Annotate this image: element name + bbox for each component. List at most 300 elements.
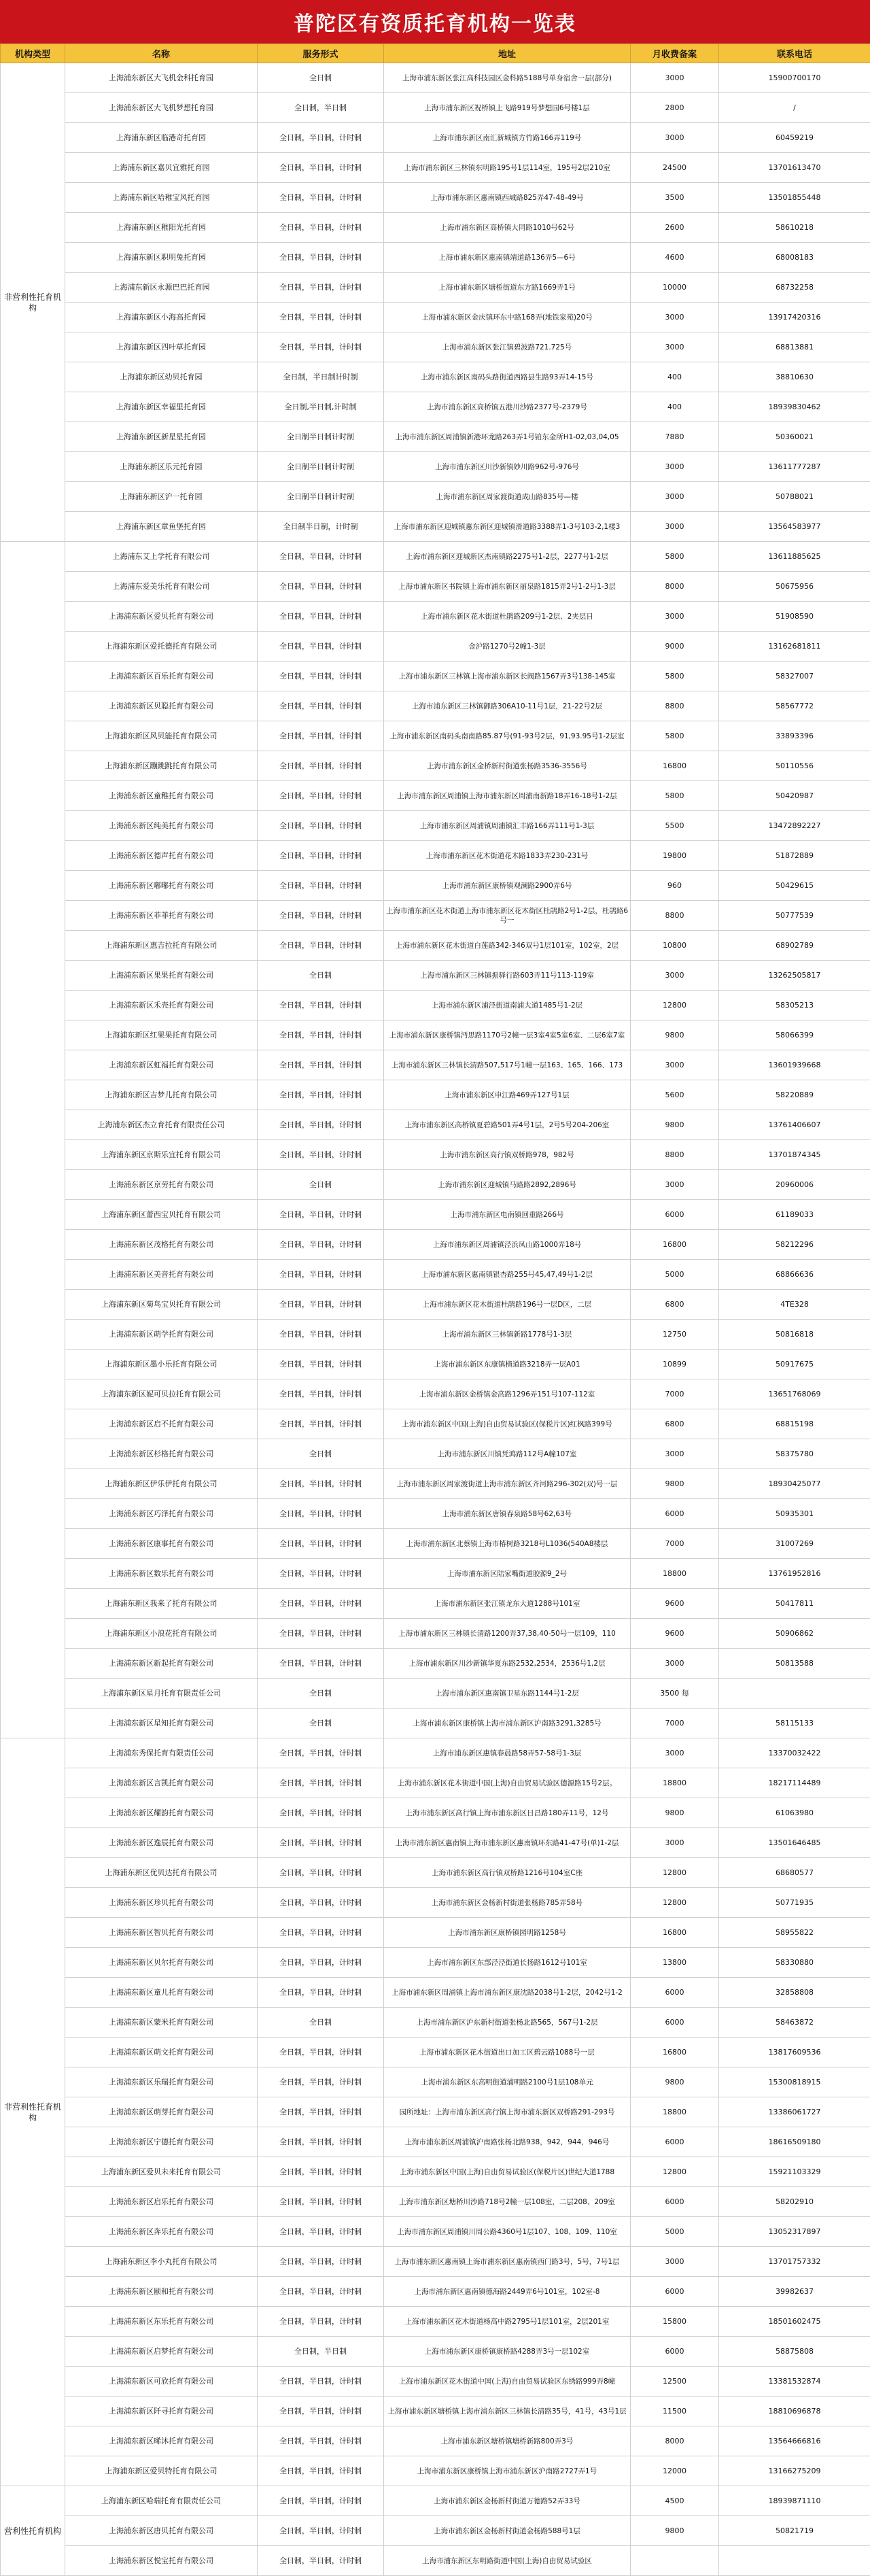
fee-cell: 3000 (631, 1738, 719, 1768)
phone-cell: 50821719 (719, 2516, 870, 2546)
phone-cell: 50675956 (719, 572, 870, 602)
address-cell: 上海市浦东新区川沙新镇华夏东路2532,2534，2536号1,2层 (384, 1649, 631, 1679)
table-row (1, 2038, 870, 2067)
fee-cell: 9800 (631, 1469, 719, 1499)
service-cell: 全日制，半日制，计时制 (258, 1469, 384, 1499)
phone-cell: 50429615 (719, 871, 870, 901)
name-cell: 上海浦东新区颐和托育有限公司 (65, 2277, 258, 2307)
address-cell: 上海市浦东新区康桥镇上海市浦东新区沪南路2727弄1号 (384, 2456, 631, 2486)
phone-cell: 50788021 (719, 482, 870, 512)
name-cell: 上海浦东新区京斯乐宜托育有限公司 (65, 1140, 258, 1170)
name-cell: 上海浦东新区童儿托育有限公司 (65, 1978, 258, 2008)
phone-cell: 68902789 (719, 931, 870, 961)
service-cell: 全日制，半日制，计时制 (258, 691, 384, 721)
address-cell: 上海市浦东新区惠南镇卫星东路1144号1-2层 (384, 1679, 631, 1708)
address-cell: 上海市浦东新区周浦镇新港环龙路263弄1号铂东金所H1-02,03,04,05 (384, 422, 631, 452)
fee-cell: 9800 (631, 2516, 719, 2546)
table-row (1, 1679, 870, 1708)
phone-cell: 13651768069 (719, 1379, 870, 1409)
name-cell: 上海浦东新区可欣托育有限公司 (65, 2367, 258, 2397)
fee-cell: 3000 (631, 1649, 719, 1679)
phone-cell: 13381532874 (719, 2367, 870, 2397)
table-row (1, 662, 870, 691)
address-cell: 上海市浦东新区周家渡街道成山路835号—楼 (384, 482, 631, 512)
name-cell: 上海浦东新区京劳托育有限公司 (65, 1170, 258, 1200)
table-row (1, 183, 870, 213)
name-cell: 上海浦东新区启梦托育有限公司 (65, 2337, 258, 2367)
table-row (1, 1499, 870, 1529)
name-cell: 上海浦东新区东乐托育有限公司 (65, 2307, 258, 2337)
phone-cell: 13701613470 (719, 153, 870, 183)
fee-cell: 6800 (631, 1409, 719, 1439)
table-row (1, 1619, 870, 1649)
address-cell: 上海市浦东新区陆家嘴街道胶源9_2号 (384, 1559, 631, 1589)
address-cell: 上海市浦东新区迎城新区杰南镇路2275号1-2层，2277号1-2层 (384, 542, 631, 572)
service-cell: 全日制，半日制，计时制 (258, 1858, 384, 1888)
name-cell: 上海浦东新区贝聪托育有限公司 (65, 691, 258, 721)
table-row (1, 1140, 870, 1170)
phone-cell: 50417811 (719, 1589, 870, 1619)
phone-cell: 51908590 (719, 602, 870, 632)
table-row (1, 63, 870, 93)
address-cell: 上海市浦东新区惠南镇德海路2449弄6号101室，102室-8 (384, 2277, 631, 2307)
table-row (1, 2426, 870, 2456)
service-cell: 全日制，半日制，计时制 (258, 213, 384, 243)
table-row (1, 1379, 870, 1409)
service-cell: 全日制，半日制，计时制 (258, 1020, 384, 1050)
service-cell: 全日制，半日制，计时制 (258, 2367, 384, 2397)
name-cell: 上海浦东新区蕾西宝贝托育有限公司 (65, 1200, 258, 1230)
group-type-cell (1, 542, 65, 1738)
service-cell: 全日制，半日制，计时制 (258, 2426, 384, 2456)
table-row (1, 1978, 870, 2008)
address-cell: 上海市浦东新区金桥新村街道张杨路3536-3556号 (384, 751, 631, 781)
table-body (1, 63, 870, 2576)
fee-cell: 3000 (631, 512, 719, 542)
fee-cell: 6000 (631, 1200, 719, 1230)
service-cell: 全日制，半日制，计时制 (258, 303, 384, 332)
name-cell: 上海浦东新区新起托育有限公司 (65, 1649, 258, 1679)
phone-cell: 61063980 (719, 1798, 870, 1828)
service-cell: 全日制，半日制，计时制 (258, 2067, 384, 2097)
fee-cell: 16800 (631, 1918, 719, 1948)
table-row (1, 2067, 870, 2097)
table-row (1, 871, 870, 901)
address-cell: 上海市浦东新区金杨新村街道万德路52弄33号 (384, 2486, 631, 2516)
service-cell: 全日制，半日制，计时制 (258, 1230, 384, 1260)
service-cell: 全日制，半日制，计时制 (258, 2516, 384, 2546)
table-row (1, 1469, 870, 1499)
fee-cell: 3000 (631, 63, 719, 93)
fee-cell: 9600 (631, 1589, 719, 1619)
service-cell: 全日制 (258, 1708, 384, 1738)
phone-cell: 13817609536 (719, 2038, 870, 2067)
title-bar (0, 0, 870, 44)
service-cell: 全日制，半日制，计时制 (258, 931, 384, 961)
name-cell: 上海浦东爱美乐托育有限公司 (65, 572, 258, 602)
name-cell: 上海浦东新区嘉贝宜雅托育园 (65, 153, 258, 183)
table-row (1, 332, 870, 362)
fee-cell: 12800 (631, 2157, 719, 2187)
fee-cell: 12800 (631, 1888, 719, 1918)
name-cell: 上海浦东新区德声托育有限公司 (65, 841, 258, 871)
fee-cell: 24500 (631, 153, 719, 183)
phone-cell: 50360021 (719, 422, 870, 452)
address-cell: 上海市浦东新区三林镇长清路507,517号1幢一层163、165、166、173 (384, 1050, 631, 1080)
fee-cell: 3500 每 (631, 1679, 719, 1708)
fee-cell: 8800 (631, 691, 719, 721)
phone-cell: 68815198 (719, 1409, 870, 1439)
service-cell: 全日制 (258, 1679, 384, 1708)
address-cell: 上海市浦东新区周家渡街道上海市浦东新区齐河路296-302(双)号一层 (384, 1469, 631, 1499)
address-cell: 上海市浦东新区塘桥川沙路718号2幢一层108室，二层208、209室 (384, 2187, 631, 2217)
phone-cell: 58305213 (719, 991, 870, 1020)
service-cell: 全日制，半日制，计时制 (258, 751, 384, 781)
fee-cell: 6000 (631, 1499, 719, 1529)
fee-cell: 6000 (631, 2008, 719, 2038)
fee-cell: 9800 (631, 1020, 719, 1050)
phone-cell: 18501602475 (719, 2307, 870, 2337)
name-cell: 上海浦东新区禾壳托育有限公司 (65, 991, 258, 1020)
address-cell: 上海市浦东新区塘桥街道东方路1669弄1号 (384, 273, 631, 303)
address-cell: 上海市浦东新区惠南镇靖道路136弄5—6号 (384, 243, 631, 273)
service-cell: 全日制，半日制，计时制 (258, 841, 384, 871)
name-cell: 上海浦东新区哈瑞托育有限责任公司 (65, 2486, 258, 2516)
fee-cell: 7880 (631, 422, 719, 452)
address-cell: 上海市浦东新区花木街道上海市浦东新区花木街区杜鹃路2号1-2层，杜鹃路6号一 (384, 901, 631, 931)
fee-cell: 16800 (631, 1230, 719, 1260)
name-cell: 上海浦东新区晞沐托育有限公司 (65, 2426, 258, 2456)
fee-cell: 7000 (631, 1529, 719, 1559)
phone-cell: 13917420316 (719, 303, 870, 332)
phone-cell: 58875808 (719, 2337, 870, 2367)
service-cell: 全日制，半日制，计时制 (258, 1320, 384, 1350)
table-row (1, 2307, 870, 2337)
name-cell: 上海浦东新区四叶草托育园 (65, 332, 258, 362)
service-cell: 全日制，半日制，计时制 (258, 1559, 384, 1589)
table-row (1, 1948, 870, 1978)
name-cell: 上海浦东新区我来了托育有限公司 (65, 1589, 258, 1619)
fee-cell: 5600 (631, 1080, 719, 1110)
service-cell: 全日制，半日制，计时制 (258, 1409, 384, 1439)
service-cell: 全日制，半日制，计时制 (258, 542, 384, 572)
header-fee: 月收费备案 (631, 44, 719, 63)
header-name: 名称 (65, 44, 258, 63)
name-cell: 上海浦东新区茂格托育有限公司 (65, 1230, 258, 1260)
table-row (1, 1828, 870, 1858)
name-cell: 上海浦东新区蹦跳跳托育有限公司 (65, 751, 258, 781)
fee-cell: 18800 (631, 1559, 719, 1589)
service-cell: 全日制，半日制，计时制 (258, 781, 384, 811)
phone-cell: 18217114489 (719, 1768, 870, 1798)
fee-cell: 5800 (631, 721, 719, 751)
fee-cell: 5800 (631, 781, 719, 811)
name-cell: 上海浦东新区幼贝托育园 (65, 362, 258, 392)
phone-cell: 13166275209 (719, 2456, 870, 2486)
fee-cell: 11500 (631, 2397, 719, 2426)
table-row (1, 2247, 870, 2277)
fee-cell: 3000 (631, 452, 719, 482)
fee-cell: 15800 (631, 2307, 719, 2337)
name-cell: 上海浦东新区稚阳光托育园 (65, 213, 258, 243)
fee-cell: 5800 (631, 662, 719, 691)
name-cell: 上海浦东秀保托育有限责任公司 (65, 1738, 258, 1768)
address-cell: 上海市浦东新区花木街道中国(上海)自由贸易试验区东绣路999弄8幢 (384, 2367, 631, 2397)
service-cell: 全日制，半日制，计时制 (258, 1140, 384, 1170)
service-cell: 全日制，半日制，计时制 (258, 901, 384, 931)
address-cell: 上海市浦东新区康桥镇康桥路4288弄3号一层102室 (384, 2337, 631, 2367)
name-cell: 上海浦东新区小海高托育园 (65, 303, 258, 332)
table-row (1, 303, 870, 332)
service-cell: 全日制，半日制，计时制 (258, 1529, 384, 1559)
name-cell: 上海浦东新区优贝达托育有限公司 (65, 1858, 258, 1888)
address-cell: 上海市浦东新区周浦镇沪南路张杨北路938，942，944，946号 (384, 2127, 631, 2157)
fee-cell: 3500 (631, 183, 719, 213)
service-cell: 全日制，半日制，计时制 (258, 662, 384, 691)
name-cell: 上海浦东新区爱贝未来托育有限公司 (65, 2157, 258, 2187)
address-cell: 上海市浦东新区高桥镇夏碧路501弄4号1层，2号5号204-206室 (384, 1110, 631, 1140)
table-row (1, 1918, 870, 1948)
fee-cell: 16800 (631, 2038, 719, 2067)
service-cell: 全日制，半日制，计时制 (258, 1050, 384, 1080)
name-cell: 上海浦东新区启不托育有限公司 (65, 1409, 258, 1439)
phone-cell: 58463872 (719, 2008, 870, 2038)
fee-cell: 19800 (631, 841, 719, 871)
table-row (1, 2217, 870, 2247)
name-cell: 上海浦东新区乐元托育园 (65, 452, 258, 482)
name-cell: 上海浦东新区数乐托育有限公司 (65, 1559, 258, 1589)
service-cell: 全日制，半日制，计时制 (258, 632, 384, 662)
phone-cell: 32858808 (719, 1978, 870, 2008)
address-cell: 上海市浦东新区花木街道白莲路342-346双号1层101室，102室，2层 (384, 931, 631, 961)
table-row (1, 751, 870, 781)
service-cell: 全日制，半日制，计时制 (258, 2486, 384, 2516)
name-cell: 上海浦东新区星月托育有限责任公司 (65, 1679, 258, 1708)
address-cell: 上海市浦东新区中国(上海)自由贸易试验区(保税片区)红枫路399号 (384, 1409, 631, 1439)
phone-cell: 50420987 (719, 781, 870, 811)
table-row (1, 1439, 870, 1469)
table-row (1, 93, 870, 123)
service-cell: 全日制，半日制，计时制 (258, 1888, 384, 1918)
fee-cell: 6000 (631, 2127, 719, 2157)
fee-cell: 8000 (631, 572, 719, 602)
phone-cell: 13564666816 (719, 2426, 870, 2456)
table-row (1, 1110, 870, 1140)
header-address: 地址 (384, 44, 631, 63)
fee-cell: 8800 (631, 1140, 719, 1170)
table-row (1, 1888, 870, 1918)
fee-cell: 5000 (631, 1260, 719, 1290)
phone-cell: 13611885625 (719, 542, 870, 572)
fee-cell: 7000 (631, 1708, 719, 1738)
address-cell: 上海市浦东新区康桥镇观澜路2900弄6号 (384, 871, 631, 901)
service-cell: 全日制 (258, 63, 384, 93)
address-cell: 上海市浦东新区花木街道中国(上海)自由贸易试验区德源路15号2层。 (384, 1768, 631, 1798)
phone-cell: 13370032422 (719, 1738, 870, 1768)
table-row (1, 991, 870, 1020)
service-cell: 全日制半日制计时制 (258, 422, 384, 452)
phone-cell: 13162681811 (719, 632, 870, 662)
name-cell: 上海浦东新区耀韵托育有限公司 (65, 1798, 258, 1828)
service-cell: 全日制，半日制，计时制 (258, 1978, 384, 2008)
fee-cell: 2600 (631, 213, 719, 243)
phone-cell: 15921103329 (719, 2157, 870, 2187)
fee-cell: 13800 (631, 1948, 719, 1978)
name-cell: 上海浦东新区奔乐托育有限公司 (65, 2217, 258, 2247)
name-cell: 上海浦东新区逸辰托育有限公司 (65, 1828, 258, 1858)
fee-cell: 10000 (631, 273, 719, 303)
fee-cell: 3000 (631, 332, 719, 362)
header-phone: 联系电话 (719, 44, 870, 63)
name-cell: 上海浦东新区启乐托育有限公司 (65, 2187, 258, 2217)
phone-cell: 58212296 (719, 1230, 870, 1260)
address-cell: 上海市浦东新区康桥镇沔思路1170号2幢一层3室4室5室6室、二层6室7室 (384, 1020, 631, 1050)
name-cell: 上海浦东新区美音托育有限公司 (65, 1260, 258, 1290)
address-cell: 上海市浦东新区中国(上海)自由贸易试验区(保税片区)世纪大道1788 (384, 2157, 631, 2187)
phone-cell: 13386061727 (719, 2097, 870, 2127)
address-cell: 上海市浦东新区惠南镇西城路825弄47-48-49号 (384, 183, 631, 213)
table-row (1, 1350, 870, 1379)
service-cell: 全日制，半日制，计时制 (258, 1768, 384, 1798)
phone-cell: 51872889 (719, 841, 870, 871)
service-cell: 全日制，半日制，计时制 (258, 2546, 384, 2576)
address-cell: 上海市浦东新区周浦镇上海市浦东新区康沈路2038号1-2层，2042号1-2 (384, 1978, 631, 2008)
address-cell: 上海市浦东新区惠镇春晨路58弄57-58号1-3层 (384, 1738, 631, 1768)
address-cell: 上海市浦东新区三林镇新路1778号1-3层 (384, 1320, 631, 1350)
name-cell: 上海浦东新区李小丸托育有限公司 (65, 2247, 258, 2277)
service-cell: 全日制，半日制，计时制 (258, 123, 384, 153)
phone-cell: 20960006 (719, 1170, 870, 1200)
phone-cell: 13701757332 (719, 2247, 870, 2277)
phone-cell: 68008183 (719, 243, 870, 273)
address-cell: 上海市浦东新区沪东新村街道张杨北路565，567号1-2层 (384, 2008, 631, 2038)
name-cell: 上海浦东新区红果果托育有限公司 (65, 1020, 258, 1050)
service-cell: 全日制，半日制，计时制 (258, 2307, 384, 2337)
address-cell: 上海市浦东新区康桥镇上海市浦东新区沪南路3291,3285号 (384, 1708, 631, 1738)
service-cell: 全日制，半日制，计时制 (258, 1828, 384, 1858)
name-cell: 上海浦东新区爱托德托育有限公司 (65, 632, 258, 662)
service-cell: 全日制，半日制，计时制 (258, 2157, 384, 2187)
name-cell: 上海浦东新区菊鸟宝贝托育有限公司 (65, 1290, 258, 1320)
address-cell: 上海市浦东新区电南镇回重路266号 (384, 1200, 631, 1230)
service-cell: 全日制，半日制计时制 (258, 362, 384, 392)
table-row (1, 1020, 870, 1050)
table-row (1, 392, 870, 422)
fee-cell: 12750 (631, 1320, 719, 1350)
table-row (1, 1290, 870, 1320)
address-cell: 上海市浦东新区康桥镇园明路1258号 (384, 1918, 631, 1948)
fee-cell: 9600 (631, 1619, 719, 1649)
phone-cell: 50917675 (719, 1350, 870, 1379)
table-row (1, 691, 870, 721)
header-service: 服务形式 (258, 44, 384, 63)
address-cell: 上海市浦东新区惠南镇上海市浦东新区惠南镇环东路41-47号(单)1-2层 (384, 1828, 631, 1858)
phone-cell: 50110556 (719, 751, 870, 781)
fee-cell: 3000 (631, 123, 719, 153)
phone-cell: 18810696878 (719, 2397, 870, 2426)
table-row (1, 2277, 870, 2307)
address-cell: 上海市浦东新区三林镇振驿行路603弄11号113-119室 (384, 961, 631, 991)
table-row (1, 512, 870, 542)
address-cell: 上海市浦东新区南码头南南路85.87号(91-93号2层，91,93.95号1-2层室 (384, 721, 631, 751)
table-header (1, 44, 870, 63)
table-row (1, 781, 870, 811)
address-cell: 上海市浦东新区东明路街道中国(上海)自由贸易试验区 (384, 2546, 631, 2576)
service-cell: 全日制 (258, 961, 384, 991)
name-cell: 上海浦东新区阡寻托育有限公司 (65, 2397, 258, 2426)
name-cell: 上海浦东新区章鱼堡托育园 (65, 512, 258, 542)
table-row (1, 2397, 870, 2426)
address-cell: 上海市浦东新区唐镇春泉路58号62,63号 (384, 1499, 631, 1529)
address-cell: 上海市浦东新区高桥镇大同路1010号62号 (384, 213, 631, 243)
name-cell: 上海浦东新区蒙米托育有限公司 (65, 2008, 258, 2038)
name-cell: 上海浦东新区巧泽托育有限公司 (65, 1499, 258, 1529)
address-cell: 上海市浦东新区三林镇上海市浦东新区长阀路1567弄3号138-145室 (384, 662, 631, 691)
phone-cell: 18930425077 (719, 1469, 870, 1499)
service-cell: 全日制，半日制，计时制 (258, 1738, 384, 1768)
table-row (1, 542, 870, 572)
fee-cell: 3000 (631, 2247, 719, 2277)
address-cell: 上海市浦东新区张江镇碧波路721.725号 (384, 332, 631, 362)
fee-cell: 4500 (631, 2486, 719, 2516)
fee-cell: 12800 (631, 991, 719, 1020)
header-type: 机构类型 (1, 44, 65, 63)
table-row (1, 273, 870, 303)
group-type-cell: 非营利性托育机构 (1, 63, 65, 542)
fee-cell: 3000 (631, 1050, 719, 1080)
fee-cell: 10800 (631, 931, 719, 961)
address-cell: 上海市浦东新区高桥镇五港川沙路2377号-2379号 (384, 392, 631, 422)
service-cell: 全日制半日制计时制 (258, 452, 384, 482)
name-cell: 上海浦东新区永源巴巴托育园 (65, 273, 258, 303)
phone-cell: 58330880 (719, 1948, 870, 1978)
name-cell: 上海浦东新区爱贝特托育有限公司 (65, 2456, 258, 2486)
service-cell: 全日制，半日制，计时制 (258, 1350, 384, 1379)
service-cell: 全日制，半日制，计时制 (258, 1200, 384, 1230)
fee-cell: 8000 (631, 2426, 719, 2456)
name-cell: 上海浦东新区贝尔托育有限公司 (65, 1948, 258, 1978)
phone-cell: 50777539 (719, 901, 870, 931)
service-cell: 全日制，半日制，计时制 (258, 811, 384, 841)
name-cell: 上海浦东新区墨小乐托育有限公司 (65, 1350, 258, 1379)
fee-cell: 5800 (631, 542, 719, 572)
address-cell: 上海市浦东新区金杨新村街道张杨路785弄58号 (384, 1888, 631, 1918)
address-cell: 上海市浦东新区三林镇长清路1200弄37,38,40-50号一层109，110 (384, 1619, 631, 1649)
table-row (1, 1708, 870, 1738)
address-cell: 上海市浦东新区花木街道花木路1833弄230-231号 (384, 841, 631, 871)
name-cell: 上海浦东新区幸福里托育园 (65, 392, 258, 422)
name-cell: 上海浦东新区职明兔托育园 (65, 243, 258, 273)
service-cell: 全日制，半日制，计时制 (258, 1619, 384, 1649)
table-row (1, 1170, 870, 1200)
service-cell: 全日制，半日制，计时制 (258, 273, 384, 303)
fee-cell: 16800 (631, 751, 719, 781)
service-cell: 全日制 (258, 1439, 384, 1469)
table-row (1, 2127, 870, 2157)
service-cell: 全日制，半日制，计时制 (258, 1499, 384, 1529)
address-cell: 上海市浦东新区南汇新城镇方竹路166弄119号 (384, 123, 631, 153)
address-cell: 上海市浦东新区迎城镇惠东新区迎城镇滑道路3388弄1-3号103-2,1楼3 (384, 512, 631, 542)
name-cell: 上海浦东新区小浪花托育有限公司 (65, 1619, 258, 1649)
phone-cell: 58066399 (719, 1020, 870, 1050)
address-cell: 上海市浦东新区浦泾街道南浦大道1485号1-2层 (384, 991, 631, 1020)
table-row (1, 1080, 870, 1110)
name-cell: 上海浦东新区百乐托育有限公司 (65, 662, 258, 691)
address-cell: 上海市浦东新区南码头路街道西路县生路93弄14-15号 (384, 362, 631, 392)
name-cell: 上海浦东新区沪一托育园 (65, 482, 258, 512)
name-cell: 上海浦东新区爱贝托育有限公司 (65, 602, 258, 632)
address-cell: 上海市浦东新区东康镇横道路3218弄一层A01 (384, 1350, 631, 1379)
